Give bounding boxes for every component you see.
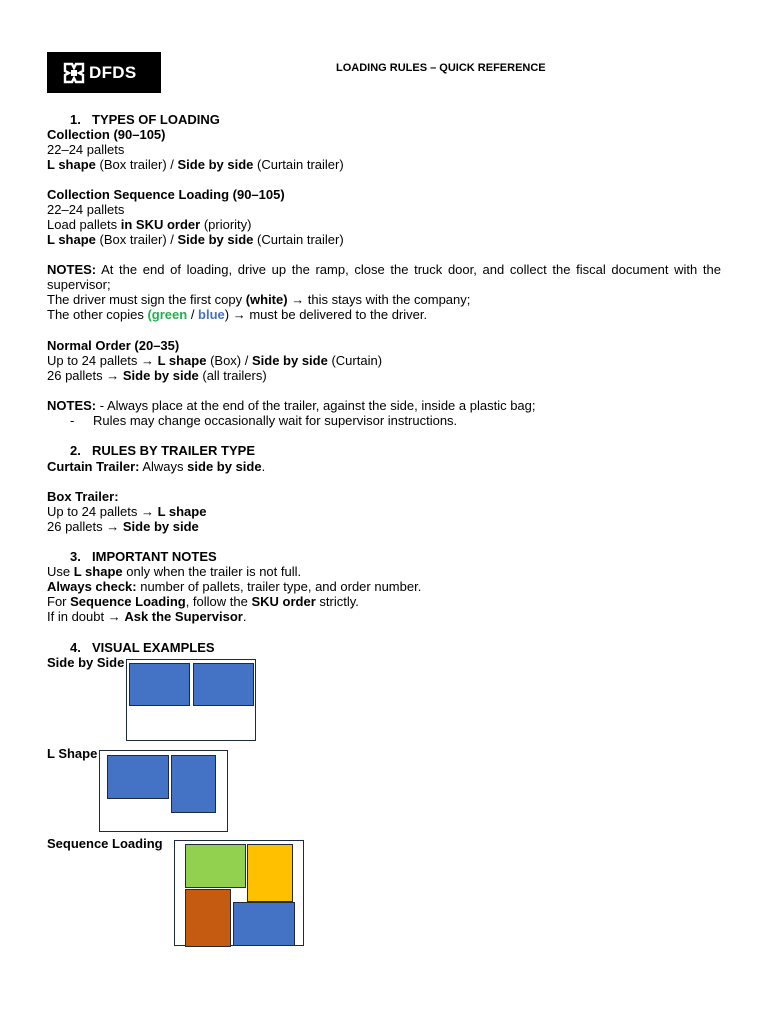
sequence-load: Load pallets in SKU order (priority)	[47, 217, 252, 232]
important-note-4: If in doubt → Ask the Supervisor.	[47, 609, 247, 624]
notes-1-paragraph: NOTES: At the end of loading, drive up the ramp, close the truck door, and collect the fiscal document with the supervisor;	[47, 262, 721, 292]
pallet-blue-horizontal	[107, 755, 169, 799]
important-note-1: Use L shape only when the trailer is not full.	[47, 564, 302, 579]
dfds-cross-icon	[63, 62, 85, 84]
sequence-pallets: 22–24 pallets	[47, 202, 125, 217]
collection-title: Collection (90–105)	[47, 127, 166, 142]
pallet-blue-left	[129, 663, 190, 706]
page-title: LOADING RULES – QUICK REFERENCE	[336, 62, 546, 74]
sequence-title: Collection Sequence Loading (90–105)	[47, 187, 285, 202]
section-1-heading	[70, 112, 220, 127]
notes-2-line: NOTES: - Always place at the end of the trailer, against the side, inside a plastic bag;	[47, 398, 536, 413]
pallet-blue	[233, 902, 295, 946]
box-trailer-title: Box Trailer:	[47, 489, 119, 504]
section-1-title: TYPES OF LOADING	[92, 112, 220, 127]
sequence-loading-label: Sequence Loading	[47, 836, 163, 851]
side-by-side-label: Side by Side	[47, 655, 125, 670]
l-shape-diagram	[99, 750, 228, 832]
l-shape-label: L Shape	[47, 746, 98, 761]
pallet-orange	[185, 889, 231, 947]
collection-shape: L shape (Box trailer) / Side by side (Curtain trailer)	[47, 157, 344, 172]
box-trailer-line-2: 26 pallets → Side by side	[47, 519, 199, 534]
normal-order-line-1: Up to 24 pallets → L shape (Box) / Side by side (Curtain)	[47, 353, 383, 368]
notes-1-copies: The other copies (green / blue) → must be delivered to the driver.	[47, 307, 428, 322]
section-2-heading: 2. RULES BY TRAILER TYPE	[70, 443, 256, 458]
side-by-side-diagram	[126, 659, 256, 741]
logo-text: DFDS	[89, 62, 137, 82]
box-trailer-line-1: Up to 24 pallets → L shape	[47, 504, 207, 519]
notes-2-bullet: - Rules may change occasionally wait for supervisor instructions.	[70, 413, 458, 428]
sequence-loading-diagram	[174, 840, 304, 946]
important-note-2: Always check: number of pallets, trailer type, and order number.	[47, 579, 422, 594]
curtain-trailer-rule: Curtain Trailer: Always side by side.	[47, 459, 266, 474]
section-4-heading: 4. VISUAL EXAMPLES	[70, 640, 215, 655]
pallet-green	[185, 844, 246, 888]
dfds-logo	[47, 52, 161, 93]
sequence-shape: L shape (Box trailer) / Side by side (Curtain trailer)	[47, 232, 344, 247]
normal-order-line-2: 26 pallets → Side by side (all trailers)	[47, 368, 267, 383]
notes-1-sign: The driver must sign the first copy (white) → this stays with the company;	[47, 292, 471, 307]
pallet-yellow	[247, 844, 293, 902]
pallet-blue-right	[193, 663, 254, 706]
normal-order-title: Normal Order (20–35)	[47, 338, 180, 353]
pallet-blue-vertical	[171, 755, 216, 813]
important-note-3: For Sequence Loading, follow the SKU order strictly.	[47, 594, 359, 609]
section-3-heading: 3. IMPORTANT NOTES	[70, 549, 217, 564]
section-1-number: 1.	[70, 112, 81, 127]
collection-pallets: 22–24 pallets	[47, 142, 125, 157]
